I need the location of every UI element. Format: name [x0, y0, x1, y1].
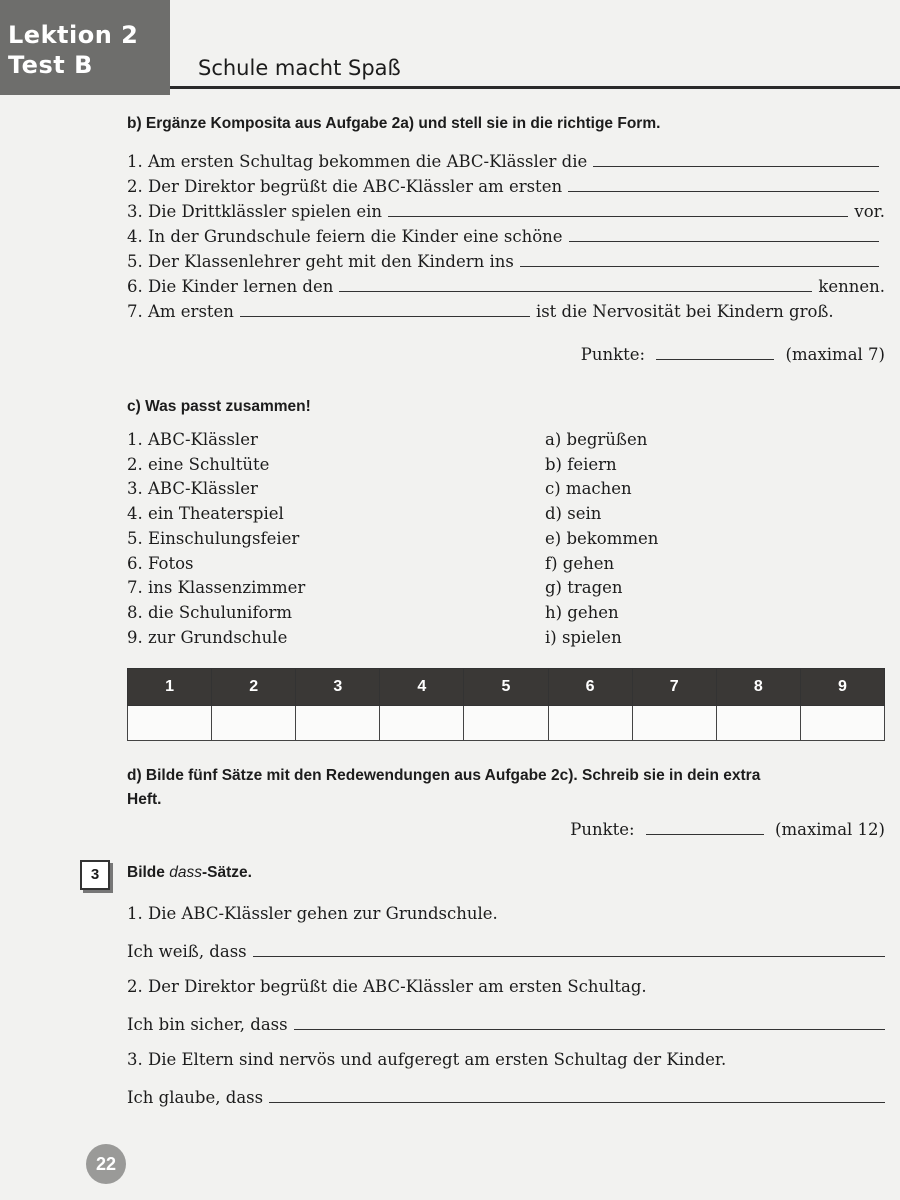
section-b-points — [581, 345, 885, 364]
page-number: 22 — [86, 1144, 126, 1184]
answer-cell[interactable] — [632, 706, 716, 741]
item-text-after: ist die Nervosität bei Kindern groß. — [535, 302, 834, 321]
answer-blank[interactable] — [240, 315, 530, 317]
task3-sentence: 2. Der Direktor begrüßt die ABC-Klässler am ersten Schultag. — [127, 977, 647, 996]
answer-blank[interactable] — [568, 190, 879, 192]
points-max: (maximal 7) — [785, 345, 885, 364]
task3-prompt: Ich bin sicher, dass — [127, 1015, 288, 1034]
test-label: Test B — [8, 51, 93, 79]
answer-cell[interactable] — [548, 706, 632, 741]
match-left-item: 1. ABC-Klässler — [127, 430, 258, 449]
answer-cell[interactable] — [296, 706, 380, 741]
page-title: Schule macht Spaß — [198, 56, 401, 80]
answer-blank[interactable] — [388, 215, 848, 217]
table-header-cell: 4 — [380, 669, 464, 706]
match-right-item: h) gehen — [545, 602, 619, 622]
task-number-badge: 3 — [80, 860, 110, 890]
section-d-line: Heft. — [127, 791, 162, 808]
section-b-item — [127, 152, 885, 171]
task3-sentence: 1. Die ABC-Klässler gehen zur Grundschule. — [127, 904, 498, 923]
match-right-item: d) sein — [545, 504, 602, 524]
task3-title-em: dass — [169, 864, 202, 881]
section-d-line: d) Bilde fünf Sätze mit den Redewendungen aus Aufgabe 2c). Schreib sie in dein extra — [127, 767, 761, 784]
answer-blank[interactable] — [269, 1101, 885, 1103]
match-right-column — [545, 428, 658, 650]
match-right-item: b) feiern — [545, 454, 617, 474]
answer-table — [127, 668, 885, 741]
section-b-item — [127, 302, 885, 321]
item-text: 7. Am ersten — [127, 302, 234, 321]
item-text: 3. Die Drittklässler spielen ein — [127, 202, 383, 221]
points-max: (maximal 12) — [775, 820, 885, 839]
match-left-item: 7. ins Klassenzimmer — [127, 578, 306, 598]
section-b-item — [127, 252, 885, 271]
match-left-item: 5. Einschulungsfeier — [127, 528, 300, 548]
match-left-item: 4. ein Theaterspiel — [127, 504, 284, 524]
table-header-cell: 7 — [632, 669, 716, 706]
match-left-column — [127, 428, 305, 650]
points-blank[interactable] — [646, 833, 764, 835]
task3-answer-row — [127, 942, 885, 961]
task3-prompt: Ich glaube, dass — [127, 1088, 264, 1107]
task3-answer-row — [127, 1088, 885, 1107]
match-left-item: 9. zur Grundschule — [127, 627, 288, 647]
answer-blank[interactable] — [569, 240, 879, 242]
answer-cell[interactable] — [716, 706, 800, 741]
answer-blank[interactable] — [253, 955, 885, 957]
match-left-item: 8. die Schuluniform — [127, 602, 293, 622]
item-text-after: vor. — [854, 202, 885, 221]
answer-blank[interactable] — [294, 1028, 885, 1030]
answer-cell[interactable] — [800, 706, 884, 741]
answer-cell[interactable] — [128, 706, 212, 741]
match-right-item: i) spielen — [545, 627, 622, 647]
task3-prompt: Ich weiß, dass — [127, 942, 247, 961]
answer-table-row — [128, 706, 885, 741]
table-header-cell: 1 — [128, 669, 212, 706]
answer-blank[interactable] — [593, 165, 879, 167]
section-b-item — [127, 277, 885, 296]
task3-sentence: 3. Die Eltern sind nervös und aufgeregt am ersten Schultag der Kinder. — [127, 1050, 727, 1069]
table-header-cell: 9 — [800, 669, 884, 706]
points-blank[interactable] — [656, 358, 774, 360]
task3-answer-row — [127, 1015, 885, 1034]
match-right-item: c) machen — [545, 479, 632, 499]
lesson-tab — [0, 0, 170, 95]
points-label: Punkte: — [580, 345, 646, 364]
item-text: 2. Der Direktor begrüßt die ABC-Klässler am ersten — [127, 177, 563, 196]
match-right-item: e) bekommen — [545, 528, 659, 548]
section-b-item — [127, 227, 885, 246]
table-header-cell: 6 — [548, 669, 632, 706]
answer-cell[interactable] — [380, 706, 464, 741]
answer-cell[interactable] — [464, 706, 548, 741]
table-header-cell: 3 — [296, 669, 380, 706]
section-c-instruction: c) Was passt zusammen! — [127, 398, 311, 415]
match-right-item: f) gehen — [545, 553, 615, 573]
task3-title-pre: Bilde — [127, 864, 170, 881]
table-header-cell: 2 — [212, 669, 296, 706]
answer-blank[interactable] — [520, 265, 879, 267]
task3-title-post: -Sätze. — [201, 864, 252, 881]
section-b-item — [127, 177, 885, 196]
section-b-instruction: b) Ergänze Komposita aus Aufgabe 2a) und stell sie in die richtige Form. — [127, 115, 661, 132]
answer-table-header — [128, 669, 885, 706]
section-b-item — [127, 202, 885, 221]
match-right-item: g) tragen — [545, 578, 623, 598]
table-header-cell: 5 — [464, 669, 548, 706]
match-left-item: 3. ABC-Klässler — [127, 479, 258, 499]
answer-blank[interactable] — [339, 290, 812, 292]
match-left-item: 6. Fotos — [127, 553, 194, 573]
item-text: 4. In der Grundschule feiern die Kinder eine schöne — [127, 227, 563, 246]
lesson-label: Lektion 2 — [8, 21, 139, 49]
section-d-instruction — [127, 764, 887, 812]
item-text: 1. Am ersten Schultag bekommen die ABC-Klässler die — [127, 152, 588, 171]
task3-title — [127, 864, 252, 882]
match-left-item: 2. eine Schultüte — [127, 454, 270, 474]
item-text-after: kennen. — [818, 277, 885, 296]
table-header-cell: 8 — [716, 669, 800, 706]
item-text: 5. Der Klassenlehrer geht mit den Kindern ins — [127, 252, 514, 271]
header-rule — [170, 86, 900, 89]
points-label: Punkte: — [570, 820, 635, 839]
section-d-points — [570, 820, 885, 839]
answer-cell[interactable] — [212, 706, 296, 741]
match-right-item: a) begrüßen — [545, 430, 648, 449]
item-text: 6. Die Kinder lernen den — [127, 277, 334, 296]
